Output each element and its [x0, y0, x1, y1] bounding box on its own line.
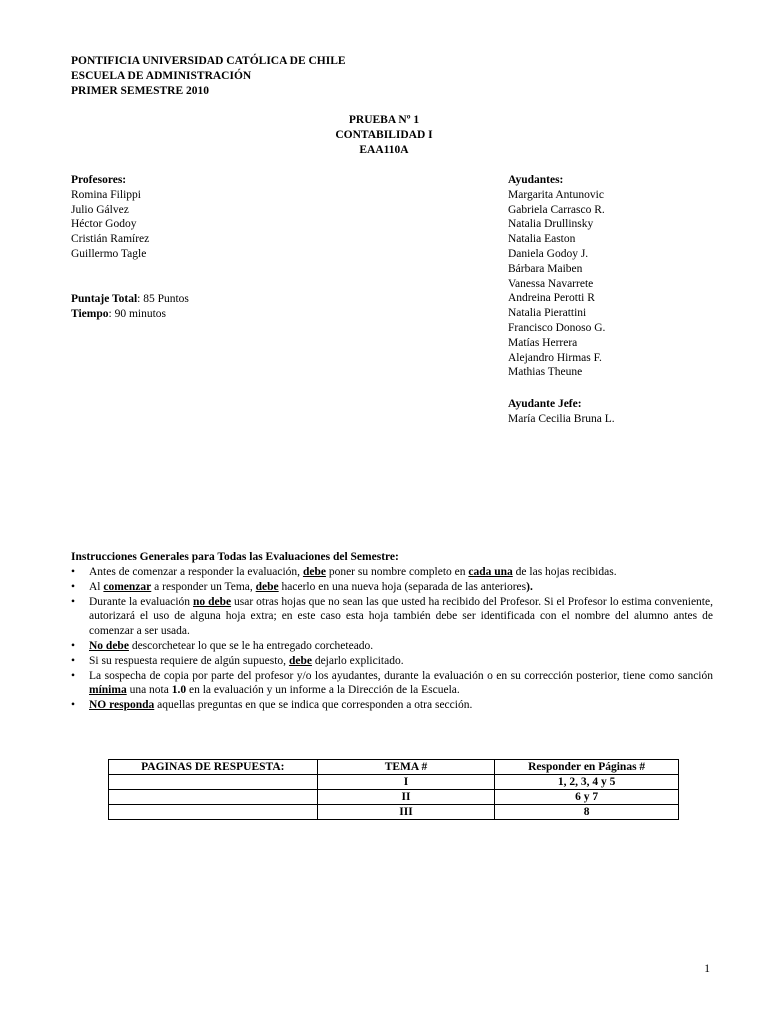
instructions-heading: Instrucciones Generales para Todas las Evaluaciones del Semestre:: [71, 551, 399, 563]
exam-number: PRUEBA Nº 1: [348, 114, 420, 126]
bullet-icon: •: [71, 580, 76, 593]
bullet-icon: •: [71, 669, 76, 682]
bullet-icon: •: [71, 699, 76, 712]
time-limit: Tiempo: 90 minutos: [71, 308, 167, 320]
score-time-section: [71, 292, 189, 322]
assistants-section: [508, 173, 605, 380]
assistant-name: Bárbara Maiben: [508, 262, 583, 275]
assistant-name: Daniela Godoy J.: [508, 247, 589, 260]
assistant-name: Natalia Easton: [508, 233, 576, 246]
assistant-name: Alejandro Hirmas F.: [508, 351, 602, 364]
instruction-item: • Al comenzar a responder un Tema, debe hacerlo en una nueva hoja (separada de las anteriores).: [71, 580, 533, 593]
course-code: EAA110A: [359, 144, 409, 156]
head-assistant-section: [508, 397, 615, 427]
table-cell: II: [317, 790, 495, 805]
semester: PRIMER SEMESTRE 2010: [71, 85, 210, 97]
assistant-name: Francisco Donoso G.: [508, 321, 606, 334]
assistant-name: Natalia Pierattini: [508, 307, 587, 320]
university-name: PONTIFICIA UNIVERSIDAD CATÓLICA DE CHILE: [71, 55, 346, 67]
professor-name: Romina Filippi: [71, 188, 141, 201]
instruction-item: • La sospecha de copia por parte del profesor y/o los ayudantes, durante la evaluación o en su corrección posterior, tiene como sanción mínima una nota 1.0 en la evaluación y un informe a la Dirección de la Escuela.: [71, 669, 713, 697]
institution-header: [71, 54, 346, 99]
instruction-item: • Durante la evaluación no debe usar otras hojas que no sean las que usted ha recibido del Profesor. Si el Profesor lo estima conveniente, autorizará el uso de alguna hoja extra; en este caso esta hoja también debe ser identificada con el nombre del alumno antes de comenzar a ser usada.: [71, 595, 713, 638]
instruction-item: • NO responda aquellas preguntas en que se indica que corresponden a otra sección.: [71, 699, 473, 712]
professor-name: Guillermo Tagle: [71, 247, 147, 260]
assistants-heading: Ayudantes:: [508, 174, 564, 186]
head-assistant-name: María Cecilia Bruna L.: [508, 413, 615, 425]
table-cell: 1, 2, 3, 4 y 5: [495, 775, 679, 790]
general-instructions: [71, 550, 713, 713]
professor-name: Julio Gálvez: [71, 203, 129, 216]
page-number: 1: [704, 963, 710, 975]
table-header-row: [109, 760, 679, 775]
table-cell: III: [317, 805, 495, 820]
table-cell: [109, 790, 318, 805]
table-cell: [109, 775, 318, 790]
assistant-name: Mathias Theune: [508, 366, 583, 379]
bullet-icon: •: [71, 595, 76, 608]
assistant-name: Natalia Drullinsky: [508, 218, 594, 231]
assistant-name: Andreina Perotti R: [508, 292, 595, 305]
table-cell: 8: [495, 805, 679, 820]
instruction-item: • Antes de comenzar a responder la evaluación, debe poner su nombre completo en cada una de las hojas recibidas.: [71, 566, 617, 578]
table-cell: 6 y 7: [495, 790, 679, 805]
bullet-icon: •: [71, 654, 76, 667]
table-cell: I: [317, 775, 495, 790]
professor-name: Cristián Ramírez: [71, 233, 150, 246]
professor-name: Héctor Godoy: [71, 218, 137, 231]
head-assistant-heading: Ayudante Jefe:: [508, 398, 582, 410]
bullet-icon: •: [71, 566, 76, 578]
table-row: [109, 805, 679, 820]
table-row: [109, 775, 679, 790]
instructions-list: [71, 565, 713, 713]
table-cell: [109, 805, 318, 820]
table-row: [109, 790, 679, 805]
instruction-item: • No debe descorchetear lo que se le ha entregado corcheteado.: [71, 639, 374, 652]
table-header: TEMA #: [317, 760, 495, 775]
professors-section: [71, 173, 149, 262]
table-header: Responder en Páginas #: [495, 760, 679, 775]
answer-pages-table: [108, 759, 679, 820]
school-name: ESCUELA DE ADMINISTRACIÓN: [71, 70, 252, 82]
instruction-item: • Si su respuesta requiere de algún supuesto, debe dejarlo explicitado.: [71, 654, 404, 667]
table-header: PAGINAS DE RESPUESTA:: [109, 760, 318, 775]
professors-heading: Profesores:: [71, 174, 127, 186]
assistant-name: Margarita Antunovic: [508, 188, 604, 201]
course-name: CONTABILIDAD I: [335, 129, 433, 141]
exam-title: [0, 113, 768, 158]
assistant-name: Gabriela Carrasco R.: [508, 203, 605, 216]
bullet-icon: •: [71, 639, 76, 652]
assistant-name: Vanessa Navarrete: [508, 277, 594, 290]
assistant-name: Matías Herrera: [508, 336, 578, 349]
total-score: Puntaje Total: 85 Puntos: [71, 293, 189, 305]
